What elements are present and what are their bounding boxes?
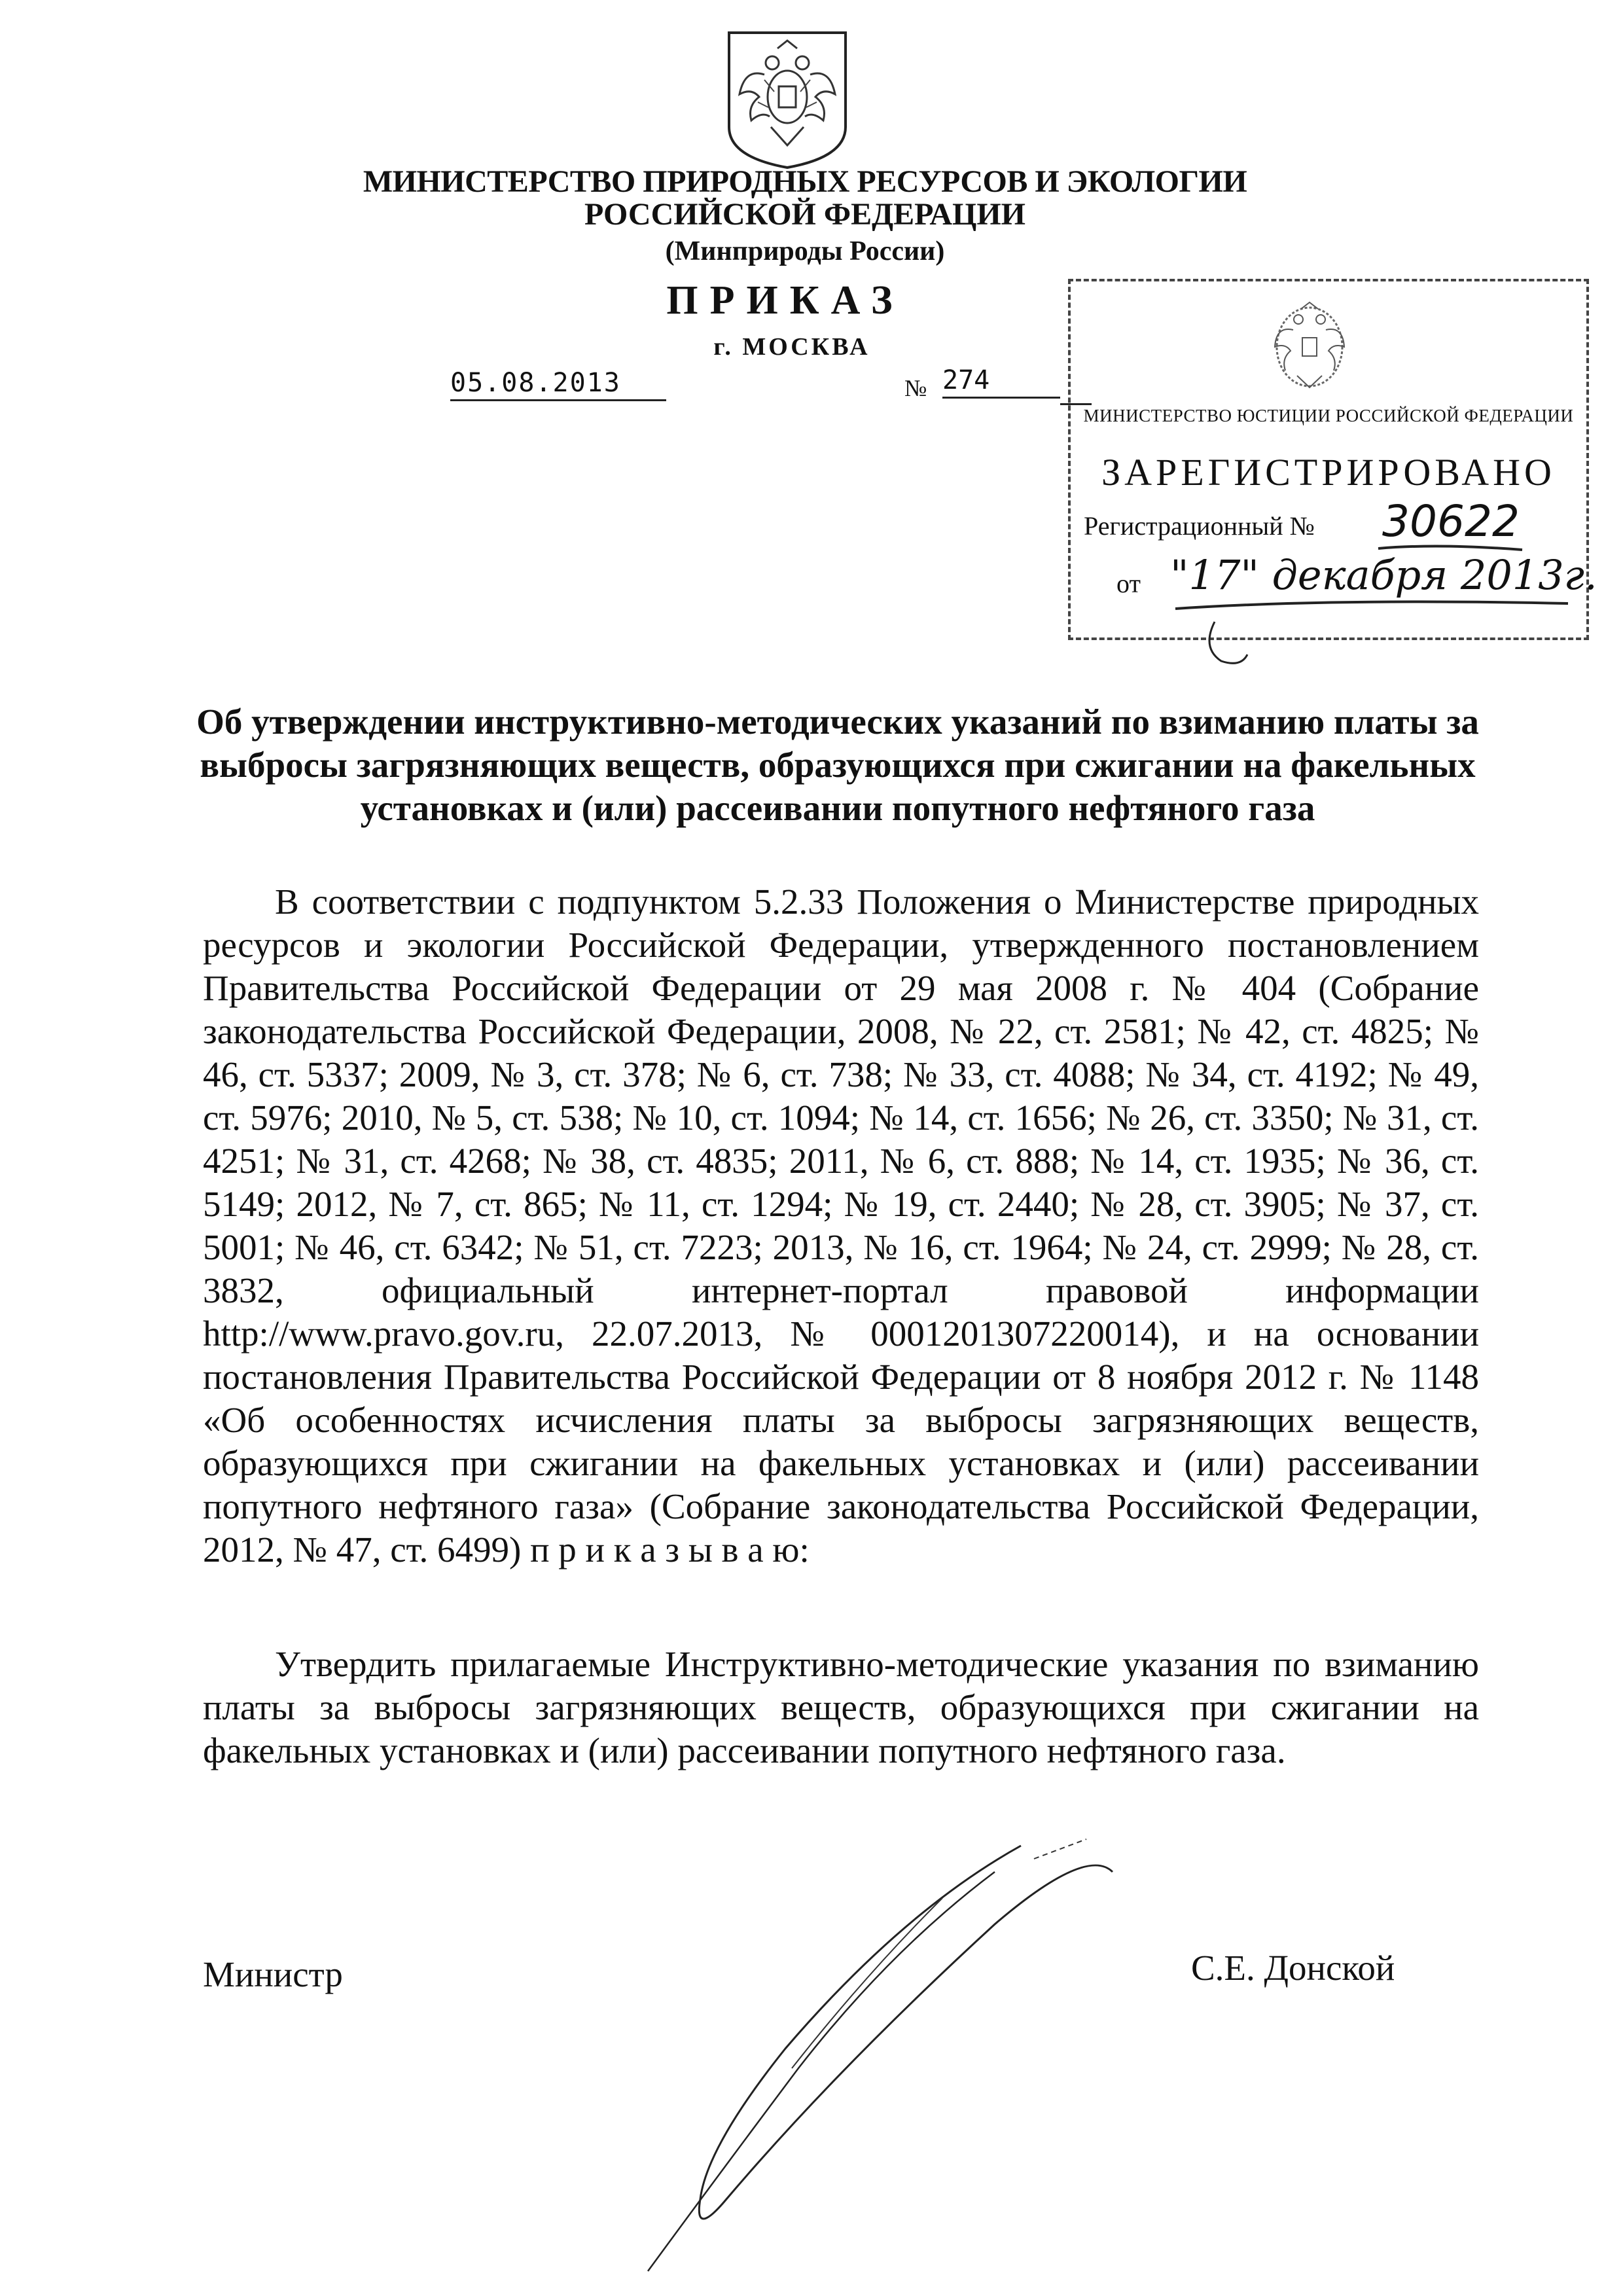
stamp-status: ЗАРЕГИСТРИРОВАНО [1101,451,1556,493]
order-title: ПРИКАЗ [666,278,904,323]
order-date: 05.08.2013 [450,368,666,401]
stamp-from-label: от [1116,569,1141,598]
order-city: г. МОСКВА [713,333,870,361]
ministry-name-line1: МИНИСТЕРСТВО ПРИРОДНЫХ РЕСУРСОВ И ЭКОЛОГИИ [363,164,1247,199]
stamp-registration-label: Регистрационный № [1084,511,1315,541]
body-paragraph-2 [203,1643,1479,1772]
stamp-registration-date: "17" декабря 2013г. [1170,551,1597,599]
number-sign: № [904,375,927,401]
stamp-handwriting-underline [1071,281,1586,700]
registration-stamp [1068,279,1597,640]
stamp-ministry-name: МИНИСТЕРСТВО ЮСТИЦИИ РОССИЙСКОЙ ФЕДЕРАЦИИ [1083,406,1574,425]
signer-name: С.Е. Донской [1191,1948,1395,1988]
state-emblem-icon [725,29,849,170]
document-heading: Об утверждении инструктивно-методических указаний по взиманию платы за выбросы загрязняющих веществ, образующихся при сжигании на факельных установках и (или) рассеивании попутного нефтяного газа [196,702,1479,828]
ministry-name-line2: РОССИЙСКОЙ ФЕДЕРАЦИИ [584,197,1026,232]
ministry-short-name: (Минприроды России) [665,236,945,266]
handwritten-signature [628,1833,1126,2278]
body-paragraph-1 [203,880,1479,1571]
stamp-registration-number: 30622 [1382,496,1520,547]
paragraph-1-text: В соответствии с подпунктом 5.2.33 Положения о Министерстве природных ресурсов и экологии Российской Федерации, утвержденного постановлением Правительства Российской Федерации от 29 мая 2008 г. № 404 (Собрание законодательства Российской Федерации, 2008, № 22, ст. 2581; № 42, ст. 4825; № 46, ст. 5337; 2009, № 3, ст. 378; № 6, ст. 738; № 33, ст. 4088; № 34, ст. 4192; № 49, ст. 5976; 2010, № 5, ст. 538; № 10, ст. 1094; № 14, ст. 1656; № 26, ст. 3350; № 31, ст. 4251; № 31, ст. 4268; № 38, ст. 4835; 2011, № 6, ст. 888; № 14, ст. 1935; № 36, ст. 5149; 2012, № 7, ст. 865; № 11, ст. 1294; № 19, ст. 2440; № 28, ст. 3905; № 37, ст. 5001; № 46, ст. 6342; № 51, ст. 7223; 2013, № 16, ст. 1964; № 24, ст. 2999; № 28, ст. 3832, официальный интернет-портал правовой информации http://www.pravo.gov.ru, 22.07.2013, № 0001201307220014), и на основании постановления Правительства Российской Федерации от 8 ноября 2012 г. № 1148 «Об особенностях исчисления платы за выбросы загрязняющих веществ, образующихся при сжигании на факельных установках и (или) рассеивании попутного нефтяного газа» (Собрание законодательства Российской Федерации, 2012, № 47, ст. 6499) п р и к а з ы в а ю: [203,882,1479,1570]
paragraph-2-text: Утвердить прилагаемые Инструктивно-методические указания по взиманию платы за выбросы загрязняющих веществ, образующихся при сжигании на факельных установках и (или) рассеивании попутного нефтяного газа. [203,1644,1479,1770]
signer-title: Министр [203,1954,343,1994]
order-number: 274 [942,365,1060,399]
